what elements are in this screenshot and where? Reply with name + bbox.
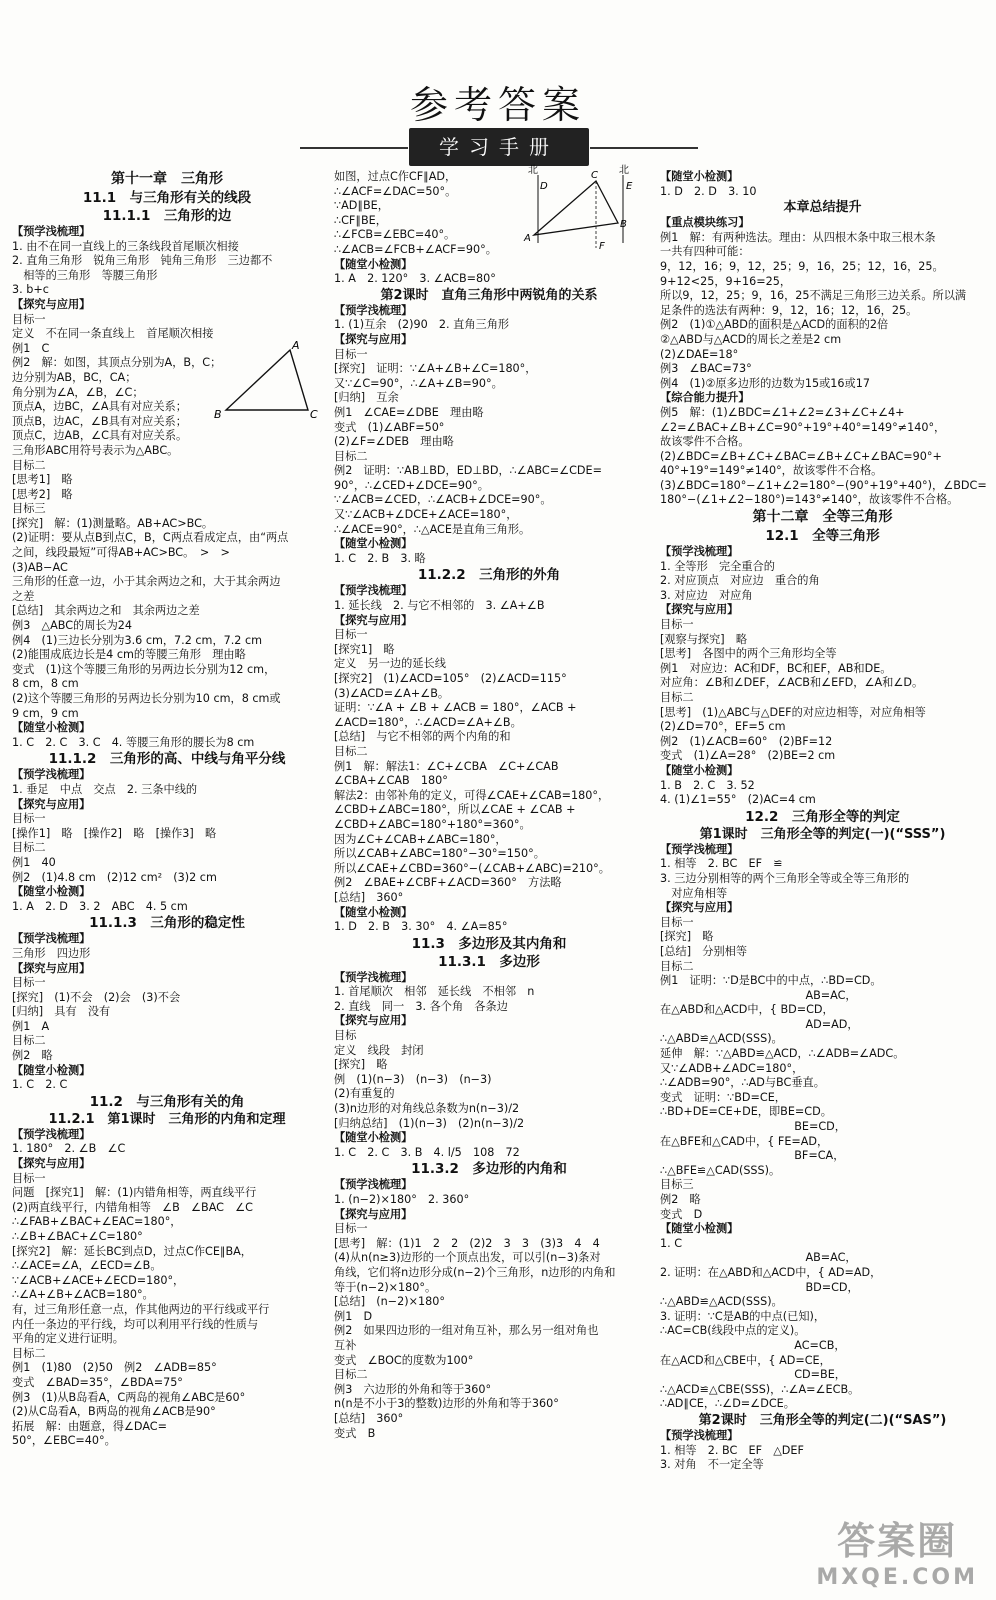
answer-line: (2)∠BDC=∠B+∠C+∠BAC=∠B+∠C+∠BAC=90°+	[660, 449, 942, 463]
answer-line: 1. 相等 2. BC EF ≌	[660, 857, 783, 871]
answer-line: 角分别为∠A，∠B，∠C；	[12, 385, 144, 399]
section-heading: 12.2 三角形全等的判定	[745, 808, 900, 825]
answer-line: 目标一	[660, 915, 694, 929]
section-heading: 第1课时 三角形全等的判定(一)(“SSS”)	[699, 826, 946, 842]
section-tag: 【探究与应用】	[12, 961, 91, 975]
answer-line: 1. A 2. 120° 3. ∠ACB=80°	[334, 272, 496, 286]
answer-line: 目标一	[334, 347, 368, 361]
answer-line: 例5 解：(1)∠BDC=∠1+∠2=∠3+∠C+∠4+	[660, 405, 905, 419]
answer-line: 如图，过点C作CF∥AD，	[334, 170, 457, 183]
answer-line: [探究] 证明：∵∠A+∠B+∠C=180°，	[334, 362, 537, 376]
answer-line: 目标二	[12, 1346, 46, 1360]
answer-line: 例3 △ABC的周长为24	[12, 619, 133, 633]
answer-line: 顶点C，边AB，∠C具有对应关系。	[12, 429, 188, 443]
answer-line: ∴∠ACF=∠DAC=50°。	[334, 184, 457, 198]
answer-line: [总结] 分别相等	[660, 944, 748, 958]
answer-line: 在△ACD和△CBE中，{ AD=CE，	[660, 1353, 831, 1367]
answer-line: [总结] 360°	[334, 890, 404, 904]
section-banner: 学习手册	[409, 128, 589, 166]
answer-line: 目标二	[12, 841, 46, 855]
answer-line: 例3 ∠BAC=73°	[660, 362, 752, 376]
answer-line: ∴△ABD≌△ACD(SSS)。	[660, 1032, 783, 1046]
section-tag: 【探究与应用】	[660, 603, 739, 617]
answer-line: 例1 解：有两种选法。理由：从四根木条中取三根木条	[660, 230, 936, 244]
answer-line: 例2 略	[12, 1049, 53, 1063]
answer-line: 例2 证明：∵AB⊥BD，ED⊥BD，∴∠ABC=∠CDE=	[334, 464, 602, 478]
section-tag: 【预学浅梳理】	[334, 303, 413, 317]
answer-line: 例2 略	[660, 1193, 701, 1206]
section-tag: 【随堂小检测】	[334, 537, 413, 551]
section-heading: 第2课时 三角形全等的判定(二)(“SAS”)	[698, 1412, 947, 1428]
answer-line: 2. 直角三角形 锐角三角形 钝角三角形 三边都不	[12, 254, 273, 268]
vertex-label: A	[524, 233, 531, 244]
answer-line: 目标二	[12, 1034, 46, 1048]
answer-line: 目标一	[660, 618, 694, 632]
answer-line: [操作1] 略 [操作2] 略 [操作3] 略	[12, 826, 217, 840]
section-tag: 【预学浅梳理】	[660, 1428, 739, 1442]
answer-line: 例1 A	[12, 1019, 50, 1033]
answer-line: ∴BD+DE=CE+DE，即BE=CD。	[660, 1105, 832, 1119]
section-heading: 11.3 多边形及其内角和	[411, 935, 567, 952]
vertex-label: C	[591, 170, 598, 181]
answer-line: CD=BE，	[660, 1368, 846, 1382]
section-tag: 【随堂小检测】	[12, 885, 91, 899]
column-right	[660, 170, 985, 1473]
answer-line: 9 cm，9 cm	[12, 706, 79, 720]
answer-line: [探究] (1)不会 (2)会 (3)不会	[12, 990, 181, 1004]
answer-line: 目标一	[12, 976, 46, 990]
answer-line: 例2 ∠BAE+∠CBF+∠ACD=360° 方法略	[334, 876, 562, 890]
answer-line: ∠2=∠BAC+∠B+∠C=90°+19°+40°=149°≠140°，	[660, 420, 946, 434]
section-tag: 【探究与应用】	[334, 332, 413, 346]
answer-line: 目标二	[660, 691, 694, 704]
answer-line: 顶点A，边BC，∠A具有对应关系；	[12, 400, 187, 414]
answer-line: 所以∠CAB+∠ABC=180°−30°=150°。	[334, 847, 545, 861]
answer-line: 目标三	[12, 502, 46, 516]
watermark-url: MXQE.COM	[816, 1565, 978, 1590]
answer-line: (3)AB−AC	[12, 560, 68, 574]
section-tag: 【探究与应用】	[12, 1157, 91, 1171]
title-rule-right	[590, 147, 698, 149]
answer-line: [总结] 与它不相邻的两个内角的和	[334, 730, 511, 744]
answer-line: 9+12<25，9+16=25，	[660, 274, 792, 288]
answer-line: 目标二	[334, 1368, 368, 1382]
point-label: F	[599, 241, 605, 252]
answer-line: AB=AC，	[660, 1251, 857, 1265]
answer-line: 又∵∠ACB+∠DCE+∠ACE=180°，	[334, 508, 518, 522]
answer-line: ∠CBD+∠ABC=180°，所以∠CAE + ∠CAB +	[334, 803, 576, 817]
answer-line: ∴∠A+∠B+∠ACB=180°。	[12, 1288, 154, 1302]
section-tag: 【预学浅梳理】	[334, 1178, 413, 1192]
section-tag: 【综合能力提升】	[660, 391, 750, 405]
section-heading: 11.1 与三角形有关的线段	[82, 190, 252, 206]
answer-line: 4. (1)∠1=55° (2)AC=4 cm	[660, 793, 816, 807]
answer-line: 例3 (1)从B岛看A，C两岛的视角∠ABC是60°	[12, 1390, 246, 1404]
answer-line: (3)n边形的对角线总条数为n(n−3)/2	[334, 1102, 520, 1116]
section-heading: 11.3.2 多边形的内角和	[411, 1161, 567, 1178]
answer-line: 1. C 2. C 3. C 4. 等腰三角形的腰长为8 cm	[12, 735, 255, 749]
section-tag: 【随堂小检测】	[660, 1222, 739, 1236]
point-label: E	[626, 181, 633, 192]
section-tag: 【随堂小检测】	[334, 257, 413, 271]
answer-line: 1. C 2. C	[12, 1078, 68, 1092]
north-label: 北	[528, 165, 538, 176]
answer-line: 定义 另一边的延长线	[334, 657, 446, 671]
answer-line: ∠CBD+∠ABC=180°+180°=360°。	[334, 817, 531, 831]
section-heading: 11.1.3 三角形的稳定性	[89, 915, 245, 932]
answer-line: 1. 延长线 2. 与它不相邻的 3. ∠A+∠B	[334, 599, 545, 613]
island-bearing-figure	[520, 163, 645, 255]
section-tag: 【预学浅梳理】	[334, 584, 413, 598]
answer-line: 内任一条边的平行线，均可以利用平行线的性质与	[12, 1317, 259, 1331]
answer-line: 目标一	[334, 628, 368, 642]
answer-line: ∵AD∥BE，	[334, 199, 389, 213]
answer-line: 互补	[334, 1338, 357, 1352]
answer-line: 三角形的任意一边，小于其余两边之和，大于其余两边	[12, 575, 281, 589]
answer-line: 目标一	[334, 1222, 368, 1236]
answer-line: 目标	[334, 1029, 357, 1043]
answer-line: 1. (n−2)×180° 2. 360°	[334, 1193, 470, 1206]
answer-line: [探究] 略	[660, 930, 714, 944]
answer-line: 例1 对应边：AC和DF，BC和EF，AB和DE。	[660, 661, 892, 675]
answer-line: BD=CD，	[660, 1280, 859, 1294]
answer-line: ∵∠ACB=∠CED，∴∠ACB+∠DCE=90°。	[334, 493, 552, 507]
answer-line: 有，过三角形任意一点，作其他两边的平行线或平行	[12, 1302, 270, 1316]
section-tag: 【随堂小检测】	[334, 1131, 413, 1145]
answer-line: [观察与探究] 略	[660, 632, 748, 646]
answer-line: AD=AD，	[660, 1017, 859, 1031]
answer-line: [总结] 360°	[334, 1411, 404, 1425]
answer-line: 1. 相等 2. BC EF △DEF	[660, 1443, 804, 1457]
answer-line: 例3 六边形的外角和等于360°	[334, 1382, 492, 1396]
answer-line: [归纳] 具有 没有	[12, 1005, 111, 1019]
answer-line: 对应角相等	[660, 886, 728, 900]
answer-line: 1. C	[660, 1236, 683, 1250]
answer-line: 例2 (1)∠ACB=60° (2)BF=12	[660, 734, 833, 748]
answer-line: 变式 B	[334, 1426, 376, 1440]
answer-line: (2)∠DAE=18°	[660, 347, 739, 361]
answer-line: ∴△ACD≌△CBE(SSS)，∴∠A=∠ECB。	[660, 1382, 860, 1396]
answer-line: (2)∠F=∠DEB 理由略	[334, 435, 454, 449]
answer-line: 例1 40	[12, 855, 56, 869]
answer-line: (2)有重复的	[334, 1087, 395, 1101]
answer-line: 例2 (1)4.8 cm (2)12 cm² (3)2 cm	[12, 870, 217, 884]
section-tag: 【随堂小检测】	[660, 170, 739, 183]
section-heading: 11.2 与三角形有关的角	[89, 1093, 245, 1110]
answer-line: BE=CD，	[660, 1120, 846, 1134]
answer-line: 变式 (1)这个等腰三角形的另两边长分别为12 cm，	[12, 662, 276, 676]
answer-line: 1. B 2. C 3. 52	[660, 778, 755, 792]
answer-line: 足条件的选法有两种：9，12，16；12，16，25。	[660, 303, 918, 317]
answer-line: (2)∠D=70°，EF=5 cm	[660, 720, 786, 734]
section-heading: 本章总结提升	[783, 200, 862, 216]
answer-line: 180°−(∠1+∠2−180°)=143°≠140°，故该零件不合格。	[660, 493, 959, 507]
section-tag: 【随堂小检测】	[12, 721, 91, 735]
section-tag: 【随堂小检测】	[660, 763, 739, 777]
answer-line: 2. 直线 同一 3. 各个角 各条边	[334, 999, 508, 1013]
answer-line: 3. b+c	[12, 283, 49, 297]
answer-line: 之差	[12, 589, 35, 603]
section-heading: 11.2.2 三角形的外角	[417, 567, 561, 584]
answer-line: [归纳总结] (1)(n−3) (2)n(n−3)/2	[334, 1116, 525, 1130]
answer-line: ∴CF∥BE，	[334, 213, 387, 227]
point-label: D	[540, 181, 548, 192]
answer-line: 1. (1)互余 (2)90 2. 直角三角形	[334, 318, 510, 332]
answer-line: 1. D 2. D 3. 10	[660, 184, 757, 198]
answer-line: [总结] (n−2)×180°	[334, 1295, 445, 1309]
answer-line: [探究] 略	[334, 1058, 388, 1072]
answer-line: 所以∠CAE+∠CBD=360°−(∠CAB+∠ABC)=210°。	[334, 861, 610, 875]
answer-line: 例 (1)(n−3) (n−3) (n−3)	[334, 1072, 492, 1086]
answer-line: 相等的三角形 等腰三角形	[12, 268, 158, 282]
answer-line: ∴△ABD≌△ACD(SSS)。	[660, 1295, 783, 1309]
answer-line: 2. 对应顶点 对应边 重合的角	[660, 574, 820, 588]
answer-line: [思考] (1)△ABC与△DEF的对应边相等，对应角相等	[660, 705, 926, 719]
answer-line: ∴AC=CB(线段中点的定义)。	[660, 1324, 806, 1338]
answer-line: ∴∠ADB=90°，∴AD与BC垂直。	[660, 1076, 825, 1090]
answer-line: 90°，∴∠CED+∠DCE=90°。	[334, 478, 489, 492]
answer-line: BF=CA，	[660, 1149, 845, 1163]
answer-line: 等于(n−2)×180°。	[334, 1280, 437, 1294]
answer-line: 例2 如果四边形的一组对角互补，那么另一组对角也	[334, 1324, 599, 1338]
answer-line: 目标三	[660, 1178, 694, 1192]
vertex-label: B	[214, 408, 222, 420]
page-title: 参考答案	[409, 83, 586, 127]
answer-line: 目标二	[660, 959, 694, 973]
answer-line: 变式 ∠BOC的度数为100°	[334, 1353, 474, 1367]
answer-line: 顶点B，边AC，∠B具有对应关系；	[12, 414, 187, 428]
answer-line: [思考] 各图中的两个三角形均全等	[660, 647, 837, 661]
answer-line: 1. 180° 2. ∠B ∠C	[12, 1142, 126, 1156]
answer-line: 目标二	[334, 449, 368, 463]
watermark-logo-text: 答案圈	[837, 1519, 958, 1563]
answer-line: ∴△BFE≌△CAD(SSS)。	[660, 1163, 781, 1177]
answer-line: 定义 线段 封闭	[334, 1043, 424, 1057]
answer-line: (3)∠BDC=180°−∠1+∠2=180°−(90°+19°+40°)，∠BDC=	[660, 478, 987, 492]
answer-line: ∴∠B+∠BAC+∠C=180°	[12, 1230, 143, 1243]
answer-line: 三角形 四边形	[12, 946, 91, 960]
answer-line: 目标二	[12, 458, 46, 472]
answer-line: 1. 由不在同一直线上的三条线段首尾顺次相接	[12, 239, 239, 253]
answer-line: (2)两直线平行，内错角相等 ∠B ∠BAC ∠C	[12, 1200, 253, 1214]
answer-line: [探究2] 解：延长BC到点D，过点C作CE∥BA，	[12, 1244, 252, 1258]
section-tag: 【探究与应用】	[660, 901, 739, 915]
answer-line: n(n是不小于3的整数)边形的外角和等于360°	[334, 1397, 559, 1411]
answer-line: 例4 (1)②原多边形的边数为15或16或17	[660, 376, 870, 390]
answer-line: 目标一	[12, 312, 46, 326]
section-tag: 【随堂小检测】	[334, 905, 413, 919]
section-heading: 11.1.1 三角形的边	[102, 208, 232, 224]
answer-line: 目标二	[334, 744, 368, 758]
answer-line: (4)从n(n≥3)边形的一个顶点出发，可以引(n−3)条对	[334, 1251, 601, 1265]
answer-line: 例2 (1)①△ABD的面积是△ACD的面积的2倍	[660, 318, 889, 332]
answer-line: 例1 C	[12, 341, 50, 355]
section-tag: 【探究与应用】	[334, 1014, 413, 1028]
answer-line: 解法2：由邻补角的定义，可得∠CAE+∠CAB=180°，	[334, 788, 610, 802]
section-heading: 11.1.2 三角形的高、中线与角平分线	[48, 751, 286, 768]
answer-line: ∴AD∥CE，∴∠D=∠DCE。	[660, 1397, 795, 1411]
vertex-label: B	[620, 219, 627, 230]
answer-line: 变式 证明：∵BD=CE，	[660, 1090, 786, 1104]
answer-line: [思考1] 略	[12, 473, 73, 487]
answer-line: AB=AC，	[660, 988, 857, 1002]
answer-line: 50°，∠EBC=40°。	[12, 1434, 116, 1448]
answer-line: 例1 证明：∵D是BC中的中点，∴BD=CD。	[660, 974, 882, 988]
section-heading: 11.2.1 第1课时 三角形的内角和定理	[48, 1111, 286, 1127]
section-heading: 11.3.1 多边形	[438, 953, 540, 970]
answer-line: [思考] 解：(1)1 2 2 (2)2 3 3 (3)3 4 4	[334, 1236, 600, 1250]
answer-line: ∠ACD=180°，∴∠ACD=∠A+∠B。	[334, 715, 522, 729]
answer-line: 又∵∠ADB+∠ADC=180°，	[660, 1061, 804, 1075]
answer-line: AC=CB，	[660, 1338, 846, 1352]
section-tag: 【随堂小检测】	[12, 1063, 91, 1077]
answer-line: 9，12，16；9，12，25；9，16，25；12，16，25。	[660, 259, 944, 273]
answer-line: 边分别为AB，BC，CA；	[12, 370, 137, 384]
answer-line: ∠CBA+∠CAB 180°	[334, 774, 448, 788]
answer-line: 1. 首尾顺次 相邻 延长线 不相邻 n	[334, 985, 535, 999]
section-tag: 【重点模块练习】	[660, 216, 750, 230]
answer-line: 8 cm，8 cm	[12, 677, 79, 691]
answer-line: 例1 ∠CAE=∠DBE 理由略	[334, 405, 484, 419]
answer-line: 3. 对应边 对应角	[660, 588, 753, 602]
answer-line: 例1 解：解法1：∠C+∠CBA ∠C+∠CAB	[334, 759, 559, 773]
north-label: 北	[619, 165, 629, 176]
answer-line: (2)这个等腰三角形的另两边长分别为10 cm，8 cm或	[12, 692, 281, 705]
answer-line: 延伸 解：∵△ABD≌△ACD，∴∠ADB=∠ADC。	[660, 1047, 905, 1061]
section-heading: 12.1 全等三角形	[765, 528, 880, 545]
title-rule-left	[300, 147, 408, 149]
answer-line: 三角形ABC用符号表示为△ABC。	[12, 443, 179, 457]
section-tag: 【预学浅梳理】	[12, 225, 91, 238]
answer-line: 2. 证明：在△ABD和△ACD中，{ AD=AD，	[660, 1265, 882, 1279]
answer-line: 对应角：∠B和∠DEF，∠ACB和∠EFD，∠A和∠D。	[660, 676, 924, 690]
answer-line: 1. A 2. D 3. 2 ABC 4. 5 cm	[12, 899, 188, 913]
section-tag: 【预学浅梳理】	[12, 932, 91, 946]
section-tag: 【预学浅梳理】	[660, 545, 739, 559]
answer-line: 例4 (1)三边长分别为3.6 cm，7.2 cm，7.2 cm	[12, 633, 263, 647]
answer-line: 例1 (1)80 (2)50 例2 ∠ADB=85°	[12, 1361, 217, 1375]
section-tag: 【探究与应用】	[334, 1207, 413, 1221]
answer-line: (2)能围成底边长是4 cm的等腰三角形 理由略	[12, 648, 246, 662]
answer-line: 40°+19°=149°≠140°，故该零件不合格。	[660, 464, 883, 478]
section-heading: 第十二章 全等三角形	[752, 509, 893, 526]
section-tag: 【探究与应用】	[334, 613, 413, 627]
answer-line: 拓展 解：由题意，得∠DAC=	[12, 1419, 167, 1433]
vertex-label: A	[292, 340, 300, 352]
answer-line: 之间，线段最短”可得AB+AC>BC。 > >	[12, 546, 230, 560]
answer-line: 证明：∵∠A + ∠B + ∠ACB = 180°，∠ACB +	[334, 701, 577, 715]
answer-line: 1. 全等形 完全重合的	[660, 559, 775, 573]
answer-line: ∵∠ACB+∠ACE+∠ECD=180°，	[12, 1273, 185, 1287]
section-tag: 【预学浅梳理】	[12, 768, 91, 782]
answer-line: ∴∠ACB=∠FCB+∠ACF=90°。	[334, 242, 497, 256]
answer-line: 一共有四种可能：	[660, 245, 750, 259]
triangle-figure-abc	[212, 340, 322, 420]
answer-line: [归纳] 互余	[334, 391, 399, 405]
answer-line: ∴∠FAB+∠BAC+∠EAC=180°，	[12, 1215, 182, 1229]
answer-line: 1. C 2. C 3. B 4. l/5 108 72	[334, 1145, 520, 1159]
answer-line: 3. 对角 不一定全等	[660, 1458, 764, 1472]
vertex-label: C	[310, 408, 318, 420]
answer-line: 因为∠C+∠CAB+∠ABC=180°，	[334, 832, 507, 846]
answer-line: 3. 三边分别相等的两个三角形全等或全等三角形的	[660, 871, 910, 885]
answer-line: 例1 D	[334, 1309, 373, 1323]
answer-line: 在△BFE和△CAD中，{ FE=AD，	[660, 1134, 829, 1148]
answer-line: 问题 [探究1] 解：(1)内错角相等，两直线平行	[12, 1186, 257, 1200]
answer-line: ∴∠ACE=90°，∴△ACE是直角三角形。	[334, 522, 531, 536]
section-heading: 第十一章 三角形	[111, 171, 223, 187]
answer-line: [探究2] (1)∠ACD=105° (2)∠ACD=115°	[334, 672, 567, 685]
section-tag: 【探究与应用】	[12, 297, 91, 311]
section-tag: 【预学浅梳理】	[334, 970, 413, 984]
answer-line: 变式 ∠BAD=35°，∠BDA=75°	[12, 1375, 183, 1389]
answer-line: 1. 垂足 中点 交点 2. 三条中线的	[12, 782, 198, 796]
answer-line: [探究1] 略	[334, 642, 395, 656]
section-heading: 第2课时 直角三角形中两锐角的关系	[380, 287, 598, 303]
section-tag: 【预学浅梳理】	[12, 1127, 91, 1141]
answer-line: ∴∠ACE=∠A，∠ECD=∠B。	[12, 1259, 162, 1273]
answer-line: 1. C 2. B 3. 略	[334, 551, 426, 565]
answer-line: (3)∠ACD=∠A+∠B。	[334, 686, 450, 700]
column-middle	[334, 170, 644, 1441]
answer-line: 平角的定义进行证明。	[12, 1332, 124, 1346]
answer-line: 在△ABD和△ACD中，{ BD=CD，	[660, 1003, 834, 1017]
answer-line: (2)证明：要从点B到点C，B，C两点看成定点，由“两点	[12, 531, 289, 545]
section-tag: 【预学浅梳理】	[660, 842, 739, 856]
answer-line: 1. D 2. B 3. 30° 4. ∠A=85°	[334, 920, 508, 934]
watermark	[816, 1510, 978, 1590]
section-tag: 【探究与应用】	[12, 797, 91, 811]
answer-line: [探究] 解：(1)测量略。AB+AC>BC。	[12, 516, 214, 530]
answer-line: 又∵∠C=90°，∴∠A+∠B=90°。	[334, 376, 503, 390]
answer-line: [总结] 其余两边之和 其余两边之差	[12, 604, 200, 618]
answer-line: 变式 (1)∠ABF=50°	[334, 420, 445, 434]
answer-line: 3. 证明：∵C是AB的中点(已知)，	[660, 1309, 826, 1323]
answer-line: [思考2] 略	[12, 487, 73, 501]
answer-line: 目标一	[12, 812, 46, 826]
answer-line: 故该零件不合格。	[660, 435, 750, 449]
answer-line: ②△ABD与△ACD的周长之差是2 cm	[660, 332, 842, 346]
answer-line: 例2 解：如图，其顶点分别为A，B，C；	[12, 356, 222, 370]
answer-line: 目标一	[12, 1171, 46, 1185]
answer-line: (2)从C岛看A，B两岛的视角∠ACB是90°	[12, 1405, 216, 1419]
answer-line: 所以9，12，25；9，16，25不满足三角形三边关系。所以满	[660, 289, 967, 303]
answer-line: 角线，它们将n边形分成(n−2)个三角形，n边形的内角和	[334, 1265, 616, 1279]
answer-line: ∴∠FCB=∠EBC=40°。	[334, 228, 456, 242]
answer-line: 定义 不在同一条直线上 首尾顺次相接	[12, 327, 214, 341]
answer-line: 变式 D	[660, 1207, 703, 1221]
answer-line: 变式 (1)∠A=28° (2)BE=2 cm	[660, 749, 836, 763]
